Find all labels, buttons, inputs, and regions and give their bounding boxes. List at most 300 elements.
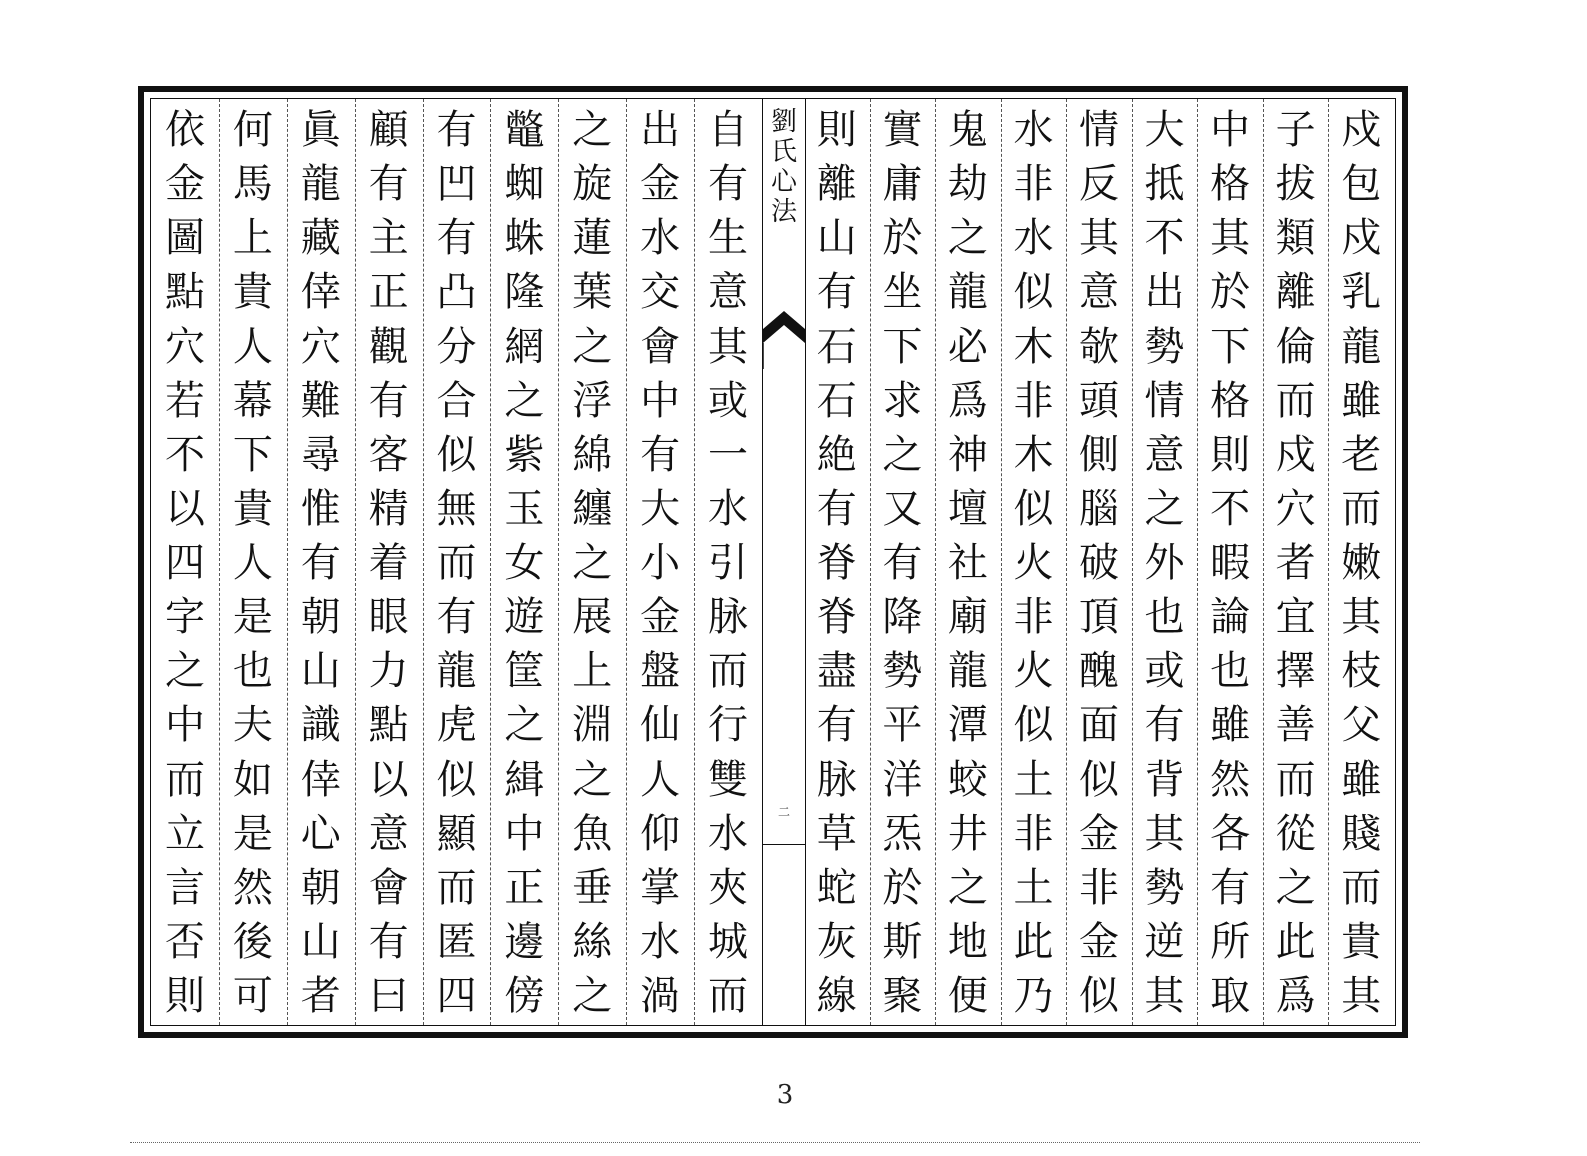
character: 壇 [947, 485, 988, 532]
character: 穴 [164, 323, 205, 370]
character: 有 [368, 918, 409, 965]
character: 之 [947, 864, 988, 911]
character: 下 [1210, 323, 1251, 370]
character: 之 [572, 323, 613, 370]
character: 倖 [300, 269, 341, 316]
character: 雖 [1341, 756, 1382, 803]
left-text-column [229, 109, 277, 1017]
character: 土 [1013, 756, 1054, 803]
character: 賤 [1341, 810, 1382, 857]
character: 而 [436, 864, 477, 911]
character: 以 [368, 756, 409, 803]
character: 社 [947, 540, 988, 586]
character: 玉 [504, 485, 545, 532]
character: 金 [1079, 810, 1119, 857]
character: 匿 [436, 918, 477, 965]
character: 龍 [1341, 323, 1382, 370]
character: 包 [1341, 161, 1382, 208]
character: 勢 [882, 648, 923, 695]
character: 而 [1341, 864, 1382, 911]
character: 下 [232, 431, 273, 478]
character: 外 [1144, 540, 1185, 586]
left-text-column [568, 109, 616, 1017]
left-text-column [297, 109, 345, 1017]
character: 金 [1079, 918, 1119, 965]
character: 曰 [368, 973, 409, 1019]
column-rule [935, 99, 936, 1025]
character: 也 [1210, 648, 1251, 695]
character: 也 [1144, 594, 1185, 641]
character: 葉 [572, 269, 613, 316]
character: 尋 [300, 431, 341, 478]
character: 戍 [1341, 215, 1382, 262]
character: 貴 [1341, 918, 1382, 965]
character: 乃 [1013, 973, 1054, 1019]
character: 則 [816, 107, 857, 153]
character: 若 [164, 377, 205, 424]
character: 水 [708, 485, 749, 532]
column-rule [1263, 99, 1264, 1025]
page-number: 3 [776, 1080, 794, 1110]
character: 着 [368, 540, 409, 586]
character: 出 [640, 107, 681, 153]
character: 而 [436, 540, 477, 586]
character: 是 [232, 810, 273, 857]
character: 水 [1013, 215, 1054, 262]
character: 草 [816, 810, 857, 857]
character: 蛇 [816, 864, 857, 911]
page-frame [138, 86, 1408, 1038]
character: 似 [1079, 973, 1119, 1019]
character: 顯 [436, 810, 477, 857]
character: 爲 [1275, 973, 1316, 1019]
character: 渦 [640, 973, 681, 1019]
character: 取 [1210, 973, 1251, 1019]
character: 以 [164, 485, 205, 532]
character: 絲 [572, 918, 613, 965]
column-rule [558, 99, 559, 1025]
character: 掌 [640, 864, 681, 911]
character: 女 [504, 540, 545, 586]
character: 者 [300, 973, 341, 1019]
character: 隆 [504, 269, 545, 316]
character: 依 [164, 107, 205, 153]
column-rule [1066, 99, 1067, 1025]
character: 潭 [947, 702, 988, 749]
character: 展 [572, 594, 613, 641]
character: 分 [436, 323, 477, 370]
character: 庸 [882, 161, 923, 208]
character: 小 [640, 540, 681, 586]
character: 交 [640, 269, 681, 316]
character: 夾 [708, 864, 749, 911]
character: 虎 [436, 702, 477, 749]
fish-tail-bottom [763, 844, 805, 845]
character: 仙 [640, 702, 681, 749]
character: 廟 [947, 594, 988, 641]
character: 非 [1079, 864, 1119, 911]
character: 宜 [1275, 594, 1316, 641]
character: 朝 [300, 864, 341, 911]
character: 炁 [882, 810, 923, 857]
character: 有 [436, 594, 477, 641]
character: 無 [436, 485, 477, 532]
character: 者 [1275, 540, 1316, 586]
character: 格 [1210, 377, 1251, 424]
character: 自 [708, 107, 749, 153]
right-text-column [1141, 109, 1189, 1017]
character: 城 [708, 918, 749, 965]
character: 有 [640, 431, 681, 478]
character: 龍 [947, 269, 988, 316]
character: 凹 [436, 161, 477, 208]
book-title-char: 氏 [770, 137, 797, 167]
fish-tail-mark [763, 309, 805, 369]
character: 纏 [572, 485, 613, 532]
character: 絶 [816, 431, 857, 478]
character: 非 [1013, 594, 1054, 641]
character: 會 [368, 864, 409, 911]
left-text-column [500, 109, 548, 1017]
character: 脊 [816, 594, 857, 641]
character: 乳 [1341, 269, 1382, 316]
character: 上 [232, 215, 273, 262]
character: 魚 [572, 810, 613, 857]
character: 必 [947, 323, 988, 370]
character: 木 [1013, 431, 1054, 478]
character: 戍 [1275, 431, 1316, 478]
character: 盤 [640, 648, 681, 695]
character: 意 [368, 810, 409, 857]
left-text-column [433, 109, 481, 1017]
book-title-char: 法 [770, 197, 797, 227]
character: 頭 [1079, 377, 1119, 424]
character: 龍 [300, 161, 341, 208]
character: 石 [816, 377, 857, 424]
character: 其 [1144, 810, 1185, 857]
character: 似 [1013, 485, 1054, 532]
character: 觀 [368, 323, 409, 370]
character: 朝 [300, 594, 341, 641]
character: 出 [1144, 269, 1185, 316]
column-rule [1328, 99, 1329, 1025]
character: 非 [1013, 161, 1054, 208]
character: 紫 [504, 431, 545, 478]
character: 中 [1210, 107, 1251, 153]
right-text-column [1075, 109, 1123, 1017]
character: 傍 [504, 973, 545, 1019]
column-rule [870, 99, 871, 1025]
character: 上 [572, 648, 613, 695]
right-text-column [1337, 109, 1385, 1017]
character: 木 [1013, 323, 1054, 370]
column-rule [626, 99, 627, 1025]
character: 之 [572, 107, 613, 153]
character: 邊 [504, 918, 545, 965]
right-text-column [878, 109, 926, 1017]
character: 斯 [882, 918, 923, 965]
folio-number: 二 [777, 805, 790, 819]
character: 醜 [1079, 648, 1119, 695]
character: 凸 [436, 269, 477, 316]
right-text-column [1272, 109, 1320, 1017]
character: 灰 [816, 918, 857, 965]
character: 筐 [504, 648, 545, 695]
character: 洋 [882, 756, 923, 803]
character: 金 [640, 594, 681, 641]
character: 意 [1079, 269, 1119, 316]
character: 正 [504, 864, 545, 911]
character: 似 [1013, 269, 1054, 316]
character: 垂 [572, 864, 613, 911]
character: 有 [368, 377, 409, 424]
character: 論 [1210, 594, 1251, 641]
character: 眞 [300, 107, 341, 153]
character: 倫 [1275, 323, 1316, 370]
character: 其 [1341, 973, 1382, 1019]
character: 有 [1210, 864, 1251, 911]
character: 一 [708, 431, 749, 478]
character: 夫 [232, 702, 273, 749]
character: 聚 [882, 973, 923, 1019]
character: 此 [1013, 918, 1054, 965]
character: 識 [300, 702, 341, 749]
character: 於 [882, 864, 923, 911]
character: 盡 [816, 648, 857, 695]
character: 大 [640, 485, 681, 532]
character: 顧 [368, 107, 409, 153]
character: 惟 [300, 485, 341, 532]
character: 否 [164, 918, 205, 965]
character: 正 [368, 269, 409, 316]
character: 而 [1275, 377, 1316, 424]
character: 背 [1144, 756, 1185, 803]
character: 而 [164, 756, 205, 803]
character: 降 [882, 594, 923, 641]
character: 何 [232, 107, 273, 153]
character: 平 [882, 702, 923, 749]
column-rule [1001, 99, 1002, 1025]
right-text-column [813, 109, 861, 1017]
character: 字 [164, 594, 205, 641]
character: 枝 [1341, 648, 1382, 695]
character: 則 [1210, 431, 1251, 478]
character: 其 [1210, 215, 1251, 262]
character: 火 [1013, 648, 1054, 695]
character: 或 [708, 377, 749, 424]
character: 點 [164, 269, 205, 316]
character: 金 [164, 161, 205, 208]
character: 欹 [1079, 323, 1119, 370]
character: 有 [368, 161, 409, 208]
character: 然 [1210, 756, 1251, 803]
character: 水 [640, 215, 681, 262]
character: 神 [947, 431, 988, 478]
character: 淵 [572, 702, 613, 749]
character: 之 [1275, 864, 1316, 911]
character: 之 [572, 756, 613, 803]
character: 有 [436, 215, 477, 262]
character: 水 [640, 918, 681, 965]
left-text-column [365, 109, 413, 1017]
character: 面 [1079, 702, 1119, 749]
character: 山 [300, 918, 341, 965]
character: 破 [1079, 540, 1119, 586]
character: 浮 [572, 377, 613, 424]
character: 擇 [1275, 648, 1316, 695]
character: 水 [1013, 107, 1054, 153]
character: 情 [1144, 377, 1185, 424]
character: 而 [1275, 756, 1316, 803]
character: 各 [1210, 810, 1251, 857]
character: 土 [1013, 864, 1054, 911]
character: 地 [947, 918, 988, 965]
character: 倖 [300, 756, 341, 803]
character: 貴 [232, 485, 273, 532]
character: 勢 [1144, 323, 1185, 370]
character: 暇 [1210, 540, 1251, 586]
character: 而 [708, 648, 749, 695]
character: 火 [1013, 540, 1054, 586]
character: 綿 [572, 431, 613, 478]
character: 蛟 [947, 756, 988, 803]
left-text-column [161, 109, 209, 1017]
character: 可 [232, 973, 273, 1019]
character: 又 [882, 485, 923, 532]
character: 之 [1144, 485, 1185, 532]
character: 言 [164, 864, 205, 911]
character: 井 [947, 810, 988, 857]
character: 之 [947, 215, 988, 262]
character: 則 [164, 973, 205, 1019]
character: 脊 [816, 540, 857, 586]
character: 實 [882, 107, 923, 153]
character: 水 [708, 810, 749, 857]
column-rule [1132, 99, 1133, 1025]
character: 蜘 [504, 161, 545, 208]
character: 脉 [816, 756, 857, 803]
character: 藏 [300, 215, 341, 262]
character: 力 [368, 648, 409, 695]
character: 然 [232, 864, 273, 911]
character: 難 [300, 377, 341, 424]
book-title [763, 107, 805, 227]
column-rule [694, 99, 695, 1025]
character: 有 [708, 161, 749, 208]
character: 非 [1013, 810, 1054, 857]
character: 下 [882, 323, 923, 370]
character: 勢 [1144, 864, 1185, 911]
character: 爲 [947, 377, 988, 424]
character: 中 [504, 810, 545, 857]
column-rule [219, 99, 220, 1025]
character: 雖 [1341, 377, 1382, 424]
character: 仰 [640, 810, 681, 857]
character: 山 [300, 648, 341, 695]
character: 也 [232, 648, 273, 695]
character: 似 [436, 431, 477, 478]
character: 眼 [368, 594, 409, 641]
character: 貴 [232, 269, 273, 316]
character: 網 [504, 323, 545, 370]
character: 蓮 [572, 215, 613, 262]
character: 求 [882, 377, 923, 424]
character: 人 [232, 323, 273, 370]
character: 而 [1341, 485, 1382, 532]
character: 從 [1275, 810, 1316, 857]
character: 人 [232, 540, 273, 586]
character: 善 [1275, 702, 1316, 749]
character: 線 [816, 973, 857, 1019]
character: 精 [368, 485, 409, 532]
character: 坐 [882, 269, 923, 316]
character: 離 [1275, 269, 1316, 316]
character: 意 [708, 269, 749, 316]
character: 抵 [1144, 161, 1185, 208]
character: 不 [164, 431, 205, 478]
character: 馬 [232, 161, 273, 208]
character: 之 [572, 973, 613, 1019]
character: 之 [882, 431, 923, 478]
character: 有 [1144, 702, 1185, 749]
left-text-column [636, 109, 684, 1017]
character: 立 [164, 810, 205, 857]
character: 龍 [947, 648, 988, 695]
character: 老 [1341, 431, 1382, 478]
character: 劫 [947, 161, 988, 208]
character: 圖 [164, 215, 205, 262]
character: 腦 [1079, 485, 1119, 532]
character: 雖 [1210, 702, 1251, 749]
character: 情 [1079, 107, 1119, 153]
character: 緝 [504, 756, 545, 803]
character: 脉 [708, 594, 749, 641]
scan-edge [130, 1136, 1420, 1143]
character: 心 [300, 810, 341, 857]
column-rule [287, 99, 288, 1025]
character: 石 [816, 323, 857, 370]
character: 龍 [436, 648, 477, 695]
character: 中 [640, 377, 681, 424]
character: 格 [1210, 161, 1251, 208]
character: 反 [1079, 161, 1119, 208]
character: 之 [504, 702, 545, 749]
character: 於 [882, 215, 923, 262]
character: 點 [368, 702, 409, 749]
column-rule [490, 99, 491, 1025]
character: 之 [164, 648, 205, 695]
character: 逆 [1144, 918, 1185, 965]
character: 類 [1275, 215, 1316, 262]
character: 頂 [1079, 594, 1119, 641]
text-block [150, 98, 1396, 1026]
character: 於 [1210, 269, 1251, 316]
character: 而 [708, 973, 749, 1019]
character: 拔 [1275, 161, 1316, 208]
character: 合 [436, 377, 477, 424]
character: 旋 [572, 161, 613, 208]
character: 戍 [1341, 107, 1382, 153]
character: 引 [708, 540, 749, 586]
character: 有 [816, 702, 857, 749]
character: 似 [436, 756, 477, 803]
character: 其 [1079, 215, 1119, 262]
character: 不 [1210, 485, 1251, 532]
book-title-char: 心 [770, 167, 797, 197]
character: 生 [708, 215, 749, 262]
character: 嫩 [1341, 540, 1382, 586]
character: 遊 [504, 594, 545, 641]
